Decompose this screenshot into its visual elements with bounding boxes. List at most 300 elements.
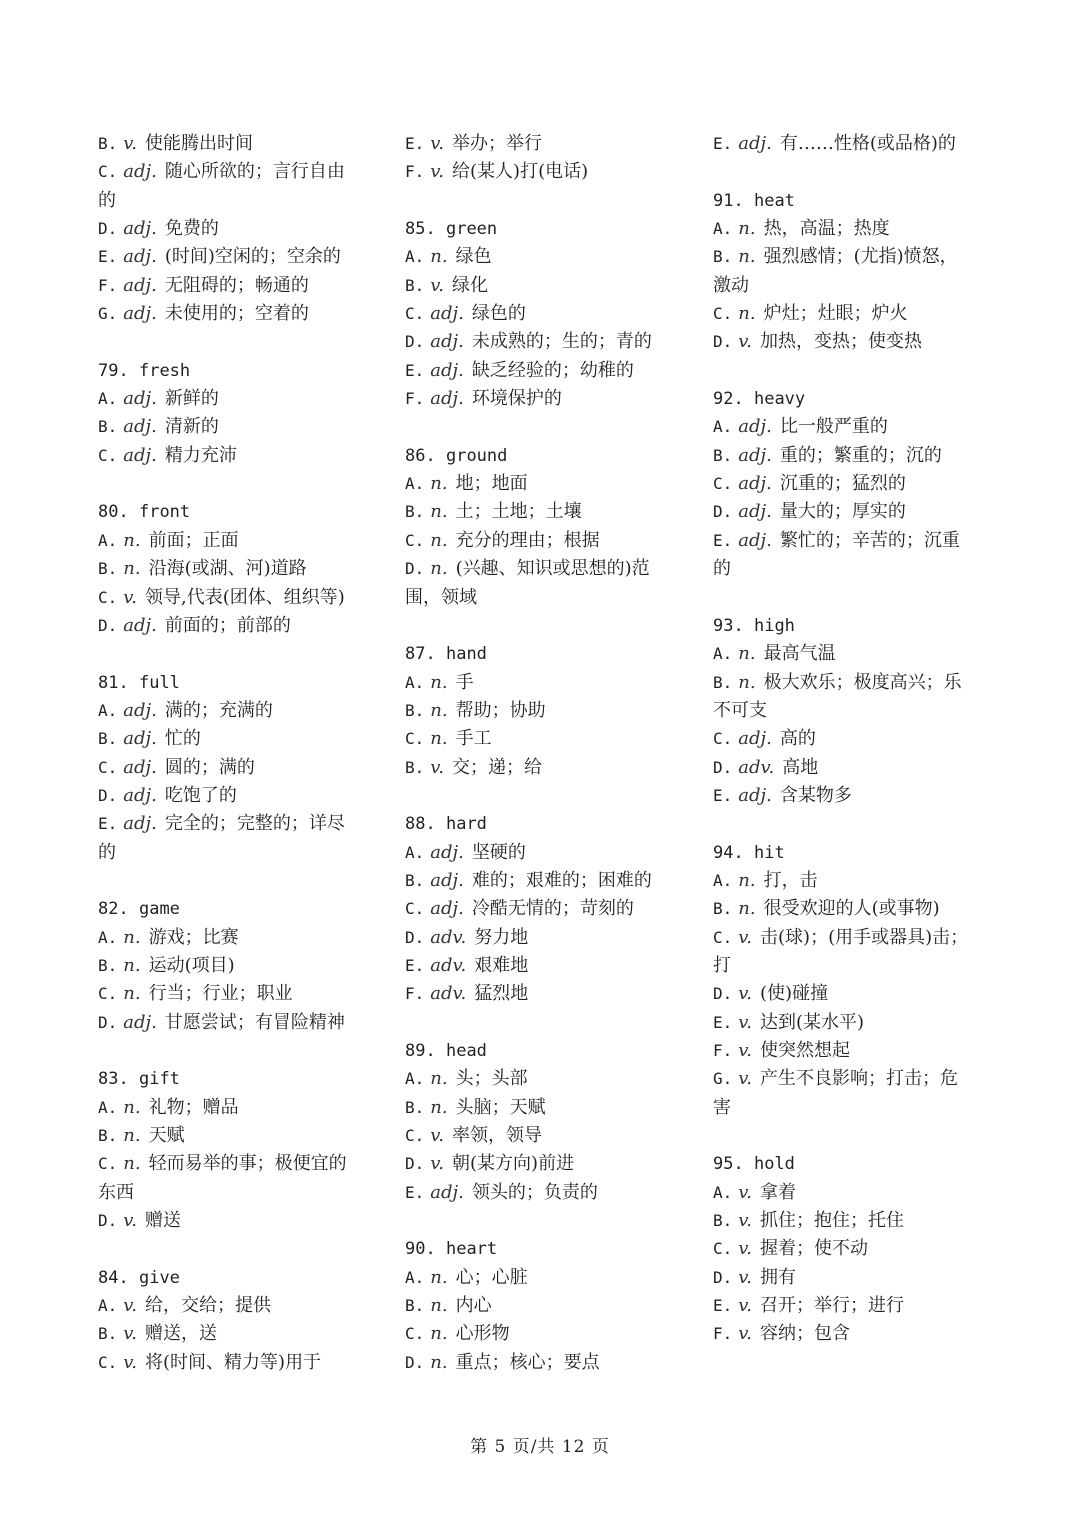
- part-of-speech: adj.: [738, 728, 772, 750]
- definition-line: [713, 867, 988, 895]
- sense-letter: A.: [98, 530, 118, 550]
- definition-text: 缺乏经验的；幼稚的: [471, 359, 634, 381]
- sense-letter: C.: [713, 474, 733, 494]
- definition-line: [405, 130, 695, 158]
- definition-line: [405, 669, 695, 697]
- definition-text: 量大的；厚实的: [779, 501, 906, 523]
- part-of-speech: adj.: [123, 756, 157, 778]
- part-of-speech: v.: [430, 133, 445, 154]
- part-of-speech: n.: [123, 1153, 141, 1175]
- definition-line: [405, 328, 695, 356]
- sense-letter: G.: [713, 1069, 733, 1089]
- definition-line: [98, 782, 388, 810]
- sense-letter: C.: [405, 530, 425, 550]
- definition-line: [713, 413, 988, 441]
- part-of-speech: adj.: [738, 444, 772, 466]
- definition-line: [405, 555, 695, 583]
- definition-line: [713, 470, 988, 498]
- definition-text: 领头的；负责的: [471, 1181, 598, 1203]
- sense-letter: D.: [713, 757, 733, 777]
- spacer: [405, 413, 695, 441]
- definition-text: 给(某人)打(电话): [452, 161, 589, 183]
- definition-continuation: 不可支: [713, 699, 767, 721]
- definition-text: 帮助；协助: [455, 699, 546, 721]
- sense-letter: C.: [98, 1154, 118, 1174]
- definition-text: 朝(某方向)前进: [452, 1153, 575, 1175]
- sense-letter: D.: [98, 219, 118, 239]
- part-of-speech: adj.: [738, 133, 772, 154]
- definition-line: [713, 130, 988, 158]
- entry-number: 90.: [405, 1239, 436, 1260]
- sense-letter: B.: [405, 1097, 425, 1117]
- definition-text: 拿着: [760, 1181, 797, 1203]
- definition-line: [713, 1009, 988, 1037]
- definition-text: 心；心脏: [455, 1266, 528, 1288]
- definition-text: 握着；使不动: [760, 1238, 869, 1260]
- column-left: [98, 130, 388, 1377]
- definition-text: 拥有: [760, 1266, 797, 1288]
- entry-headword: [713, 839, 988, 867]
- part-of-speech: adj.: [123, 699, 157, 721]
- definition-text: 地；地面: [455, 473, 528, 495]
- entry-number: 79.: [98, 360, 129, 381]
- definition-line: [98, 385, 388, 413]
- definition-line: [98, 555, 388, 583]
- sense-letter: D.: [98, 1012, 118, 1032]
- sense-letter: A.: [713, 644, 733, 664]
- entry-word: heat: [753, 190, 795, 211]
- sense-letter: D.: [98, 785, 118, 805]
- definition-text: 头脑；天赋: [455, 1096, 546, 1118]
- sense-letter: E.: [713, 530, 733, 550]
- part-of-speech: n.: [430, 1096, 448, 1118]
- definition-line: [405, 867, 695, 895]
- definition-text: 使突然想起: [760, 1040, 851, 1061]
- part-of-speech: adv.: [430, 983, 467, 1005]
- definition-line: [713, 300, 988, 328]
- sense-letter: D.: [98, 615, 118, 635]
- entry-word: hit: [753, 842, 785, 863]
- definition-line: [713, 215, 988, 243]
- part-of-speech: adj.: [123, 728, 157, 750]
- definition-text: 头；头部: [455, 1068, 528, 1090]
- sense-letter: B.: [98, 729, 118, 749]
- part-of-speech: adj.: [123, 274, 157, 296]
- part-of-speech: n.: [430, 671, 448, 693]
- column-middle: [405, 130, 695, 1377]
- sense-letter: C.: [98, 587, 118, 607]
- part-of-speech: adj.: [123, 444, 157, 466]
- sense-letter: C.: [405, 899, 425, 919]
- definition-text: 冷酷无情的；苛刻的: [471, 898, 634, 920]
- part-of-speech: adv.: [430, 954, 467, 976]
- part-of-speech: n.: [123, 1096, 141, 1118]
- sense-letter: B.: [713, 672, 733, 692]
- definition-text: 精力充沛: [164, 444, 237, 466]
- sense-letter: C.: [98, 445, 118, 465]
- entry-number: 91.: [713, 190, 744, 211]
- part-of-speech: v.: [123, 133, 138, 154]
- definition-text: 绿色的: [471, 303, 526, 325]
- part-of-speech: v.: [738, 331, 753, 353]
- part-of-speech: adj.: [738, 501, 772, 523]
- sense-letter: A.: [405, 474, 425, 494]
- definition-line: [405, 300, 695, 328]
- sense-letter: C.: [405, 1324, 425, 1344]
- sense-letter: B.: [98, 559, 118, 579]
- definition-line: [405, 1094, 695, 1122]
- sense-letter: E.: [405, 955, 425, 975]
- part-of-speech: adj.: [738, 473, 772, 495]
- entry-headword: [98, 1065, 388, 1093]
- sense-letter: C.: [98, 757, 118, 777]
- spacer: [405, 1009, 695, 1037]
- sense-letter: B.: [713, 1211, 733, 1231]
- entry-headword: [405, 442, 695, 470]
- definition-text: 圆的；满的: [164, 756, 255, 778]
- part-of-speech: n.: [430, 1295, 448, 1317]
- part-of-speech: v.: [738, 1068, 753, 1090]
- sense-letter: B.: [405, 275, 425, 295]
- definition-line: [713, 527, 988, 555]
- sense-letter: F.: [405, 162, 425, 182]
- sense-letter: B.: [98, 134, 118, 153]
- sense-letter: C.: [98, 1352, 118, 1372]
- definition-line: [713, 669, 988, 697]
- sense-letter: D.: [405, 332, 425, 352]
- sense-letter: B.: [405, 1296, 425, 1316]
- definition-text: 加热，变热；使变热: [760, 331, 923, 353]
- entry-headword: [405, 1037, 695, 1065]
- part-of-speech: n.: [430, 1068, 448, 1090]
- entry-number: 89.: [405, 1041, 436, 1061]
- entry-number: 95.: [713, 1154, 744, 1175]
- part-of-speech: adj.: [123, 784, 157, 806]
- entry-word: gift: [138, 1069, 180, 1090]
- definition-continuation: 的: [98, 189, 116, 211]
- part-of-speech: n.: [738, 671, 756, 693]
- definition-line: [405, 980, 695, 1008]
- definition-text: 赠送，送: [145, 1323, 218, 1345]
- definition-line: [405, 952, 695, 980]
- entry-headword: [405, 215, 695, 243]
- entry-number: 82.: [98, 899, 129, 920]
- definition-line: [98, 158, 388, 186]
- entry-number: 93.: [713, 615, 744, 636]
- definition-line: [98, 924, 388, 952]
- definition-text: 土；土地；土壤: [455, 501, 582, 523]
- definition-line: [713, 498, 988, 526]
- part-of-speech: n.: [430, 558, 448, 580]
- part-of-speech: v.: [738, 1323, 753, 1345]
- spacer: [98, 867, 388, 895]
- entry-headword: [713, 612, 988, 640]
- definition-text: 新鲜的: [164, 388, 219, 410]
- definition-line: [98, 1292, 388, 1320]
- definition-line: [98, 442, 388, 470]
- column-right: [713, 130, 988, 1349]
- sense-letter: D.: [405, 1352, 425, 1372]
- spacer: [98, 1235, 388, 1263]
- sense-letter: C.: [713, 304, 733, 324]
- part-of-speech: v.: [123, 1295, 138, 1317]
- definition-text: 艰难地: [474, 954, 529, 976]
- part-of-speech: adj.: [430, 359, 464, 381]
- part-of-speech: n.: [430, 473, 448, 495]
- sense-letter: A.: [98, 700, 118, 720]
- part-of-speech: n.: [123, 558, 141, 580]
- definition-line: [405, 1179, 695, 1207]
- entry-word: green: [445, 219, 498, 240]
- definition-line: [98, 1009, 388, 1037]
- entry-word: high: [753, 615, 795, 636]
- sense-letter: B.: [405, 870, 425, 890]
- definition-line: [713, 328, 988, 356]
- entry-headword: [98, 669, 388, 697]
- definition-text: 达到(某水平): [760, 1011, 865, 1033]
- definition-text: 甘愿尝试；有冒险精神: [164, 1011, 345, 1033]
- part-of-speech: v.: [738, 1011, 753, 1033]
- part-of-speech: adv.: [738, 756, 775, 778]
- spacer: [98, 470, 388, 498]
- part-of-speech: n.: [430, 728, 448, 750]
- sense-letter: D.: [98, 1211, 118, 1231]
- part-of-speech: n.: [430, 246, 448, 268]
- definition-text: 抓住；抱住；托住: [760, 1210, 905, 1232]
- sense-letter: E.: [98, 247, 118, 267]
- part-of-speech: v.: [430, 756, 445, 778]
- sense-letter: A.: [405, 1069, 425, 1089]
- definition-line: [405, 697, 695, 725]
- part-of-speech: adj.: [123, 1011, 157, 1033]
- definition-continuation: 的: [713, 558, 731, 580]
- sense-letter: B.: [713, 247, 733, 267]
- definition-text: 心形物: [455, 1323, 510, 1345]
- sense-letter: B.: [405, 700, 425, 720]
- entry-number: 83.: [98, 1069, 129, 1090]
- definition-text: 完全的；完整的；详尽: [164, 813, 345, 835]
- entry-number: 86.: [405, 445, 436, 466]
- sense-letter: A.: [98, 1097, 118, 1117]
- part-of-speech: v.: [123, 1351, 138, 1373]
- definition-line: [98, 272, 388, 300]
- definition-text: 强烈感情；(尤指)愤怒，: [763, 246, 958, 268]
- part-of-speech: adj.: [123, 246, 157, 268]
- entry-word: head: [445, 1041, 487, 1061]
- part-of-speech: v.: [430, 1153, 445, 1175]
- definition-line: [713, 243, 988, 271]
- sense-letter: E.: [713, 1296, 733, 1316]
- part-of-speech: adj.: [430, 388, 464, 410]
- definition-text: 随心所欲的；言行自由: [164, 161, 345, 183]
- definition-text: 充分的理由；根据: [455, 529, 600, 551]
- entry-headword: [713, 385, 988, 413]
- definition-line: [98, 810, 388, 838]
- definition-line: [98, 1150, 388, 1178]
- definition-text: 未使用的；空着的: [164, 303, 309, 325]
- entry-word: full: [138, 672, 180, 693]
- definition-line: [405, 895, 695, 923]
- part-of-speech: v.: [738, 983, 753, 1005]
- part-of-speech: adj.: [123, 388, 157, 410]
- definition-line: [405, 158, 695, 186]
- definition-line: [713, 1320, 988, 1348]
- definition-text: 热，高温；热度: [763, 218, 890, 240]
- part-of-speech: v.: [123, 586, 138, 608]
- entry-word: heavy: [753, 389, 806, 410]
- definition-text: 未成熟的；生的；青的: [471, 331, 652, 353]
- sense-letter: A.: [98, 927, 118, 947]
- sense-letter: D.: [713, 984, 733, 1004]
- sense-letter: B.: [98, 955, 118, 975]
- definition-line: [713, 1037, 988, 1065]
- definition-line: [98, 1094, 388, 1122]
- sense-letter: E.: [405, 360, 425, 380]
- definition-text: 赠送: [145, 1210, 182, 1232]
- definition-text: 免费的: [164, 218, 219, 240]
- definition-text: (时间)空闲的；空余的: [164, 246, 341, 268]
- definition-line: [405, 272, 695, 300]
- sense-letter: F.: [98, 275, 118, 295]
- definition-text: 吃饱了的: [164, 784, 237, 806]
- entry-number: 94.: [713, 842, 744, 863]
- entry-headword: [98, 357, 388, 385]
- part-of-speech: adj.: [738, 529, 772, 551]
- definition-continuation: 围，领域: [405, 586, 477, 608]
- part-of-speech: v.: [738, 1040, 753, 1061]
- definition-text: 内心: [455, 1295, 492, 1317]
- part-of-speech: v.: [123, 1210, 138, 1232]
- sense-letter: C.: [405, 729, 425, 749]
- part-of-speech: adj.: [430, 841, 464, 863]
- part-of-speech: adj.: [430, 898, 464, 920]
- entry-headword: [98, 895, 388, 923]
- spacer: [713, 357, 988, 385]
- part-of-speech: adj.: [123, 614, 157, 636]
- definition-text: 重的；繁重的；沉的: [779, 444, 942, 466]
- part-of-speech: n.: [430, 1323, 448, 1345]
- part-of-speech: n.: [430, 1351, 448, 1373]
- part-of-speech: n.: [738, 218, 756, 240]
- definition-text: 前面的；前部的: [164, 614, 291, 636]
- sense-letter: A.: [405, 842, 425, 862]
- entry-number: 88.: [405, 814, 436, 835]
- definition-line: [713, 754, 988, 782]
- part-of-speech: adj.: [123, 218, 157, 240]
- definition-text: 轻而易举的事；极便宜的: [148, 1153, 347, 1175]
- definition-line: [405, 1264, 695, 1292]
- definition-text: 行当；行业；职业: [148, 983, 293, 1005]
- definition-line: [405, 470, 695, 498]
- part-of-speech: v.: [430, 161, 445, 183]
- part-of-speech: n.: [738, 246, 756, 268]
- definition-text: (使)碰撞: [760, 983, 829, 1005]
- entry-headword: [98, 498, 388, 526]
- spacer: [405, 187, 695, 215]
- definition-line: [713, 924, 988, 952]
- sense-letter: C.: [713, 927, 733, 947]
- definition-continuation: 激动: [713, 274, 749, 296]
- sense-letter: E.: [405, 1182, 425, 1202]
- part-of-speech: n.: [123, 529, 141, 551]
- definition-line: [405, 1292, 695, 1320]
- entry-number: 85.: [405, 219, 436, 240]
- definition-text: 坚硬的: [471, 841, 526, 863]
- definition-line: [98, 527, 388, 555]
- definition-line: [98, 584, 388, 612]
- part-of-speech: adj.: [430, 331, 464, 353]
- part-of-speech: n.: [738, 898, 756, 920]
- part-of-speech: n.: [430, 699, 448, 721]
- sense-letter: C.: [713, 729, 733, 749]
- definition-line: [405, 839, 695, 867]
- definition-line: [98, 1320, 388, 1348]
- definition-text: 难的；艰难的；困难的: [471, 869, 652, 891]
- part-of-speech: n.: [738, 643, 756, 665]
- definition-line: [98, 980, 388, 1008]
- spacer: [713, 1122, 988, 1150]
- definition-text: 举办；举行: [452, 133, 543, 154]
- definition-text: 给，交给；提供: [145, 1295, 272, 1317]
- definition-text: 领导,代表(团体、组织等): [145, 586, 345, 608]
- entry-word: hard: [445, 814, 487, 835]
- part-of-speech: v.: [738, 1238, 753, 1260]
- definition-continuation: 的: [98, 841, 116, 863]
- definition-line: [98, 1207, 388, 1235]
- definition-text: 运动(项目): [148, 954, 235, 976]
- entry-number: 84.: [98, 1267, 129, 1288]
- sense-letter: E.: [713, 785, 733, 805]
- spacer: [405, 1207, 695, 1235]
- sense-letter: E.: [405, 134, 425, 153]
- page-footer: 第 5 页/共 12 页: [470, 1437, 610, 1457]
- definition-line: [713, 1264, 988, 1292]
- sense-letter: D.: [713, 332, 733, 352]
- definition-line: [405, 357, 695, 385]
- definition-line: [405, 498, 695, 526]
- definition-text: 无阻碍的；畅通的: [164, 274, 309, 296]
- part-of-speech: n.: [123, 954, 141, 976]
- sense-letter: C.: [405, 1126, 425, 1146]
- definition-text: 礼物；赠品: [148, 1096, 239, 1118]
- definition-line: [405, 1122, 695, 1150]
- definition-line: [405, 725, 695, 753]
- definition-text: 有……性格(或品格)的: [779, 133, 956, 154]
- definition-line: [405, 754, 695, 782]
- definition-text: 猛烈地: [474, 983, 529, 1005]
- definition-text: 绿色: [455, 246, 492, 268]
- entry-headword: [405, 810, 695, 838]
- spacer: [713, 810, 988, 838]
- sense-letter: A.: [98, 1296, 118, 1316]
- definition-line: [713, 725, 988, 753]
- sense-letter: D.: [405, 1154, 425, 1174]
- definition-line: [405, 1065, 695, 1093]
- definition-text: 绿化: [452, 274, 489, 296]
- entry-number: 92.: [713, 389, 744, 410]
- part-of-speech: n.: [738, 303, 756, 325]
- sense-letter: A.: [713, 219, 733, 239]
- definition-line: [98, 697, 388, 725]
- definition-continuation: 害: [713, 1096, 731, 1118]
- definition-line: [405, 1320, 695, 1348]
- sense-letter: D.: [405, 927, 425, 947]
- part-of-speech: v.: [430, 274, 445, 296]
- entry-number: 87.: [405, 644, 436, 665]
- sense-letter: D.: [713, 1267, 733, 1287]
- entry-word: hand: [445, 644, 487, 665]
- part-of-speech: v.: [738, 1210, 753, 1232]
